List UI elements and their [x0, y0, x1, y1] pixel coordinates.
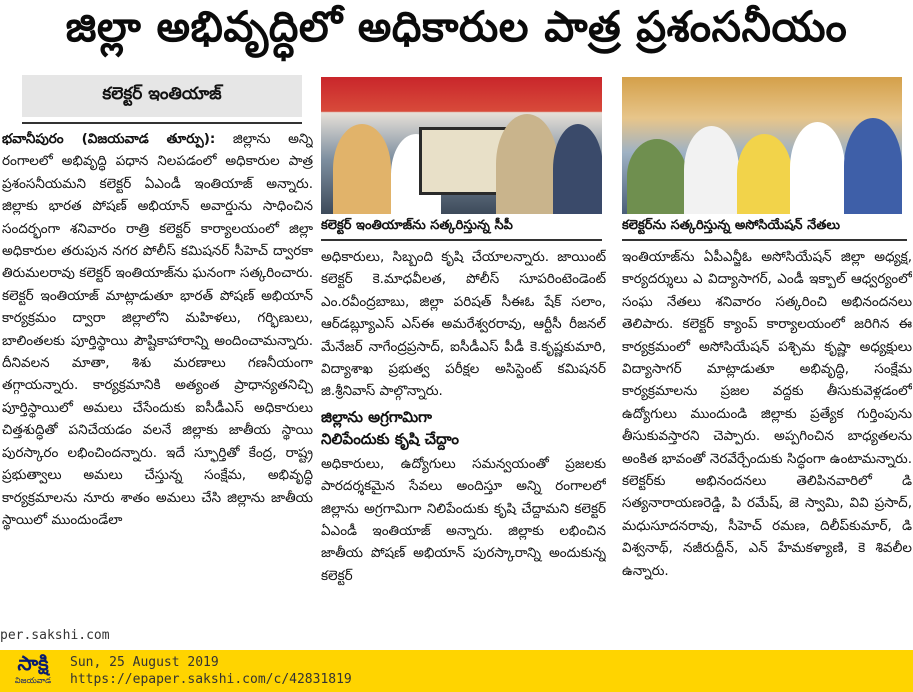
photo-figure: [790, 122, 845, 214]
footer-url[interactable]: https://epaper.sakshi.com/c/42831819: [70, 672, 352, 687]
kicker-rule: [22, 122, 302, 124]
logo-subtext: విజయవాడ: [14, 675, 52, 685]
column-2-paragraph-2: అధికారులు, ఉద్యోగులు సమన్వయంతో ప్రజలకు పారదర్శకమైన సేవలు అందిస్తూ అన్ని రంగాలలో జిల్లాను అగ్రగామిగా నిలిపేందుకు కృషి చేద్దామని కలెక్టర్ ఏఎండీ ఇంతియాజ్ అన్నారు. జిల్లాకు లభించిన జాతీయ పోషణ్ అభియాన్ పురస్కారాన్ని అందుకున్న కలెక్టర్: [321, 455, 606, 584]
subheading-line-1: జిల్లాను అగ్రగామిగా: [321, 407, 432, 426]
url-fragment: per.sakshi.com: [0, 628, 130, 648]
footer-date: Sun, 25 August 2019: [70, 655, 219, 670]
headline: జిల్లా అభివృద్ధిలో అధికారుల పాత్ర ప్రశంసనీయం: [65, 2, 848, 51]
column-2: [321, 246, 606, 626]
photo-figure: [737, 134, 792, 214]
column-1-paragraph: [2, 128, 313, 531]
photo-2-caption: కలెక్టర్‌ను సత్కరిస్తున్న అసోసియేషన్ నేతలు: [622, 218, 907, 241]
photo-figure: [496, 114, 558, 214]
photo-figure: [844, 118, 902, 214]
column-3-paragraph: ఇంతియాజ్‌ను ఏపీఎన్జీఓ అసోసియేషన్ జిల్లా అధ్యక్ష, కార్యదర్శులు ఎ విద్యాసాగర్, ఎండీ ఇక్బాల్ ఆధ్వర్యంలో సంఘ నేతలు శనివారం సత్కరించి అభినందనలు తెలిపారు. కలెక్టర్ క్యాంప్ కార్యాలయంలో జరిగిన ఈ కార్యక్రమంలో అసోసియేషన్ పశ్చిమ కృష్ణా అధ్యక్షులు విద్యాసాగర్ మాట్లాడుతూ అభివృద్ధి, సంక్షేమ కార్యక్రమాలను ప్రజల వద్దకు తీసుకువెళ్లడంలో ఉద్యోగులు ముందుండి జిల్లాకు ప్రత్యేక గుర్తింపును తీసుకువస్తారని చెప్పారు. అప్పగించిన బాధ్యతలను అంకిత భావంతో నెరవేర్చేందుకు సిద్ధంగా ఉంటామన్నారు. కలెక్టర్‌కు అభినందనలు తెలిపినవారిలో డి సత్యనారాయణరెడ్డి, పి రమేష్, జె స్వామి, వివి ప్రసాద్, మధుసూదనరావు, సీహెచ్ రమణ, దిలీప్‌కుమార్, డి విశ్వనాథ్, నజీరుద్దీన్, ఎన్ హేమకళ్యాణి, కె శివలీల ఉన్నారు.: [622, 249, 912, 579]
photo-1-caption: కలెక్టర్ ఇంతియాజ్‌ను సత్కరిస్తున్న సీపీ: [321, 218, 602, 241]
column-1: [2, 128, 313, 628]
logo-text: సాక్షి: [17, 650, 49, 675]
kicker-box: కలెక్టర్ ఇంతియాజ్: [22, 75, 302, 117]
footer-bar: [0, 650, 913, 692]
subheading-line-2: నిలిపేందుకు కృషి చేద్దాం: [321, 429, 460, 448]
column-1-text: జిల్లాను అన్ని రంగాలలో అభివృద్ధి పధాన నిలపడంలో అధికారుల పాత్ర ప్రశంసనీయమని కలెక్టర్ ఏఎండీ ఇంతియాజ్ అన్నారు. జిల్లాకు భారత పోషణ్ అభియాన్ అవార్డును సాధించిన సందర్భంగా శనివారం రాత్రి కలెక్టర్ కార్యాలయంలో జిల్లా అధికారుల తరుపున నగర పోలీస్ కమిషనర్ సీహెచ్ ద్వారకా తిరుమలరావు కలెక్టర్ ఇంతియాజ్‌ను ఘనంగా సత్కరించారు. కలెక్టర్ ఇంతియాజ్ మాట్లాడుతూ భారత్ పోషణ్ అభియాన్ కార్యక్రమం ద్వారా జిల్లాలోని మహిళలు, గర్భిణులు, బాలింతలకు పూర్తిస్థాయి పౌష్టికాహారాన్ని అందించామన్నారు. దీనివలన మాతా, శిశు మరణాలు గణనీయంగా తగ్గాయన్నారు. కార్యక్రమానికి అత్యంత ప్రాధాన్యతనిచ్చి పూర్తిస్థాయిలో అమలు చేసేందుకు ఐసీడీఎస్ అధికారులు చిత్తశుద్ధితో పనిచేయడం వలనే జిల్లాకు జాతీయ స్థాయి పురస్కారం లభించిందన్నారు. ఇదే స్ఫూర్తితో కేంద్ర, రాష్ట్ర ప్రభుత్వాలు అమలు చేస్తున్న సంక్షేమ, అభివృద్ధి కార్యక్రమాలను నూరు శాతం అమలు చేసి జిల్లాను జాతీయ స్థాయిలో ముందుండేలా: [2, 131, 313, 528]
photo-figure: [333, 124, 391, 214]
column-2-subheading: [321, 406, 606, 450]
photo-association-felicitation: [622, 77, 902, 214]
column-2-paragraph-1: అధికారులు, సిబ్బంది కృషి చేయాలన్నారు. జాయింట్ కలెక్టర్ కె.మాధవీలత, పోలీస్ సూపరింటెండెంట్ ఎం.రవీంద్రబాబు, జిల్లా పరిషత్ సీఈఓ షేక్ సలాం, ఆర్‌డబ్ల్యూఎస్ ఎస్ఈ అమరేశ్వరరావు, ఆర్టీసీ రీజనల్ మేనేజర్ నాగేంద్రప్రసాద్, ఐసీడీఎస్ పీడీ కె.కృష్ణకుమారి, విద్యాశాఖ ప్రభుత్వ పరీక్షల అసిస్టెంట్ కమిషనర్ జి.శ్రీనివాస్ పాల్గొన్నారు.: [321, 249, 606, 400]
photo-figure: [627, 139, 687, 214]
photo-figure: [684, 126, 739, 214]
column-3: [622, 246, 912, 636]
dateline: భవానీపురం (విజయవాడ తూర్పు):: [2, 131, 216, 147]
photo-figure: [553, 124, 602, 214]
photo-collector-felicitation: [321, 77, 602, 214]
sakshi-logo: [3, 650, 63, 689]
